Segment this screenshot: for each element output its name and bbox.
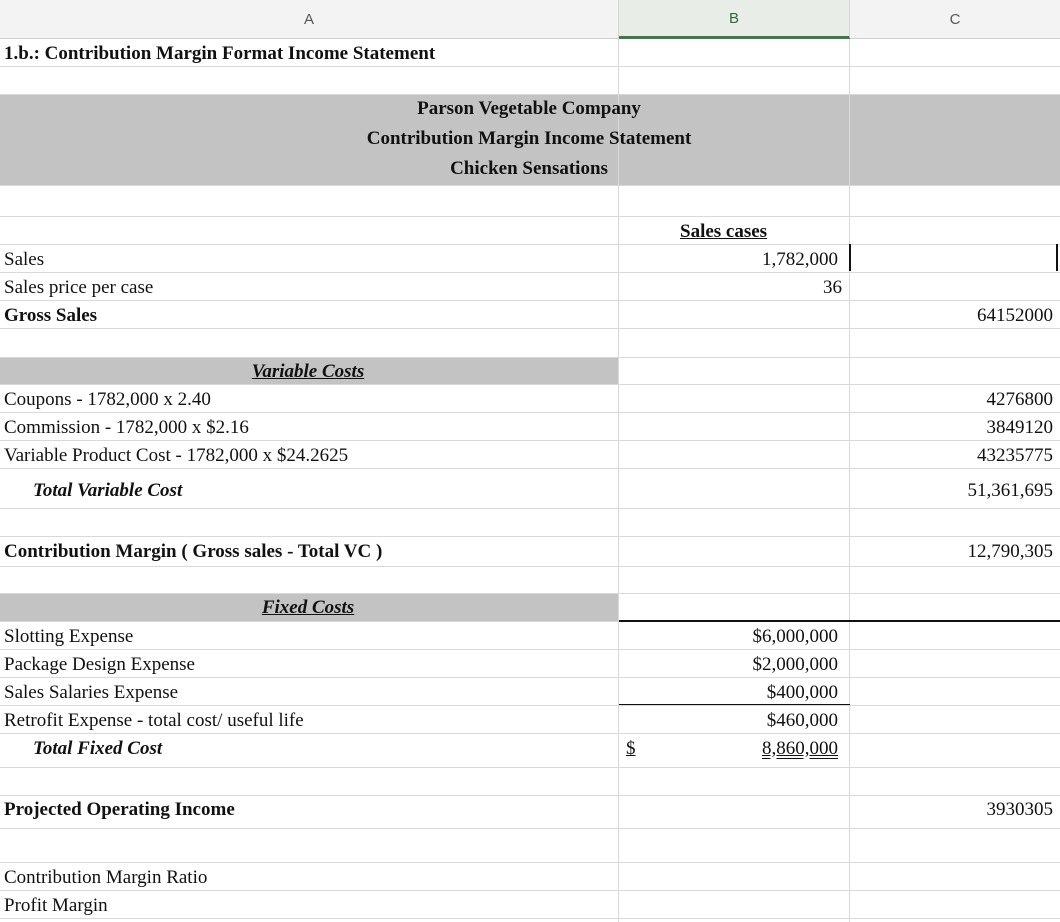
total-variable-cost-value[interactable]: 51,361,695 (967, 480, 1053, 501)
gross-sales-value[interactable]: 64152000 (977, 305, 1053, 326)
variable-costs-header[interactable]: Variable Costs (251, 361, 365, 382)
operating-income-label[interactable]: Projected Operating Income (4, 799, 235, 820)
sales-salaries-value[interactable]: $400,000 (766, 682, 838, 703)
retrofit-expense-label[interactable]: Retrofit Expense - total cost/ useful life (4, 710, 304, 731)
sales-price-label[interactable]: Sales price per case (4, 277, 154, 298)
slotting-expense-label[interactable]: Slotting Expense (4, 626, 134, 647)
column-header-a[interactable]: A (0, 0, 619, 39)
column-header-c[interactable]: C (850, 0, 1060, 39)
coupons-label[interactable]: Coupons - 1782,000 x 2.40 (4, 389, 211, 410)
sales-label[interactable]: Sales (4, 249, 45, 270)
commission-value[interactable]: 3849120 (986, 417, 1053, 438)
commission-label[interactable]: Commission - 1782,000 x $2.16 (4, 417, 249, 438)
total-fixed-cost-label[interactable]: Total Fixed Cost (33, 738, 163, 759)
package-design-value[interactable]: $2,000,000 (752, 654, 838, 675)
sales-salaries-label[interactable]: Sales Salaries Expense (4, 682, 179, 703)
fixed-costs-header[interactable]: Fixed Costs (261, 597, 355, 618)
sheet-title[interactable]: 1.b.: Contribution Margin Format Income Statement (4, 43, 436, 64)
operating-income-value[interactable]: 3930305 (986, 799, 1053, 820)
variable-product-cost-value[interactable]: 43235775 (977, 445, 1053, 466)
spreadsheet-grid[interactable] (0, 39, 1060, 922)
total-fixed-cost-currency: $ (626, 738, 636, 759)
company-name[interactable]: Parson Vegetable Company (417, 98, 641, 119)
contribution-margin-ratio-label[interactable]: Contribution Margin Ratio (4, 867, 208, 888)
contribution-margin-value[interactable]: 12,790,305 (967, 541, 1053, 562)
contribution-margin-label[interactable]: Contribution Margin ( Gross sales - Total VC ) (4, 541, 383, 562)
slotting-expense-value[interactable]: $6,000,000 (752, 626, 838, 647)
gross-sales-label[interactable]: Gross Sales (4, 305, 98, 326)
coupons-value[interactable]: 4276800 (986, 389, 1053, 410)
statement-title[interactable]: Contribution Margin Income Statement (366, 128, 692, 149)
column-header-b[interactable]: B (619, 0, 850, 39)
total-fixed-cost-value[interactable]: 8,860,000 (762, 738, 838, 759)
sales-price-value[interactable]: 36 (823, 277, 842, 298)
total-variable-cost-label[interactable]: Total Variable Cost (33, 480, 183, 501)
sales-cases-header[interactable]: Sales cases (680, 221, 768, 242)
profit-margin-label[interactable]: Profit Margin (4, 895, 108, 916)
product-name[interactable]: Chicken Sensations (450, 158, 608, 179)
retrofit-expense-value[interactable]: $460,000 (766, 710, 838, 731)
variable-product-cost-label[interactable]: Variable Product Cost - 1782,000 x $24.2625 (4, 445, 349, 466)
sales-cases-value[interactable]: 1,782,000 (762, 249, 838, 270)
package-design-label[interactable]: Package Design Expense (4, 654, 195, 675)
